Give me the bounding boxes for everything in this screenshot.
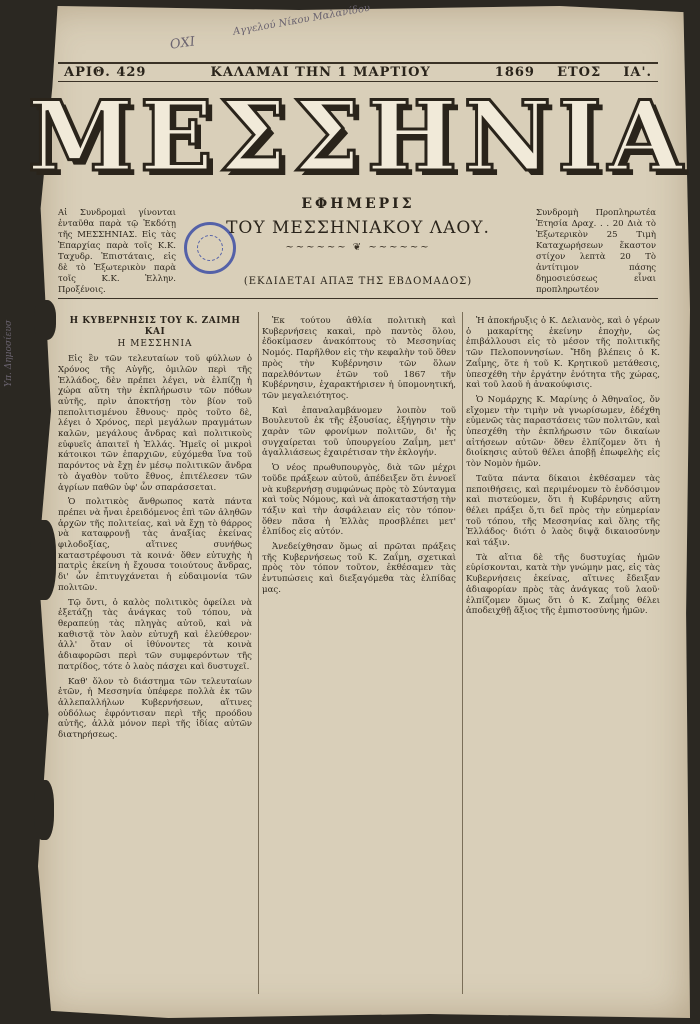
header-rule (58, 298, 658, 299)
article-column-3 (466, 316, 660, 1006)
paragraph: Ἡ ἀποκήρυξις ὁ Κ. Δελιανὸς, καὶ ὁ γέρων ὁ μακαρίτης ἐκείνην ἐποχὴν, ὡς ἐπιβάλλουσι εἰς τὸ μέσον τῆς πολιτικῆς τῶν Πελοποννησίων. Ἤδη βλέπεις ὁ Κ. Ζαΐμης, ὅτε ἡ τοῦ Κ. Κρητικοῦ μετάθεσις, ὑπεσχέθη τὴν ἐργάτην ἐνότητα τῆς χώρας, καὶ τοῦ λαοῦ ἡ ἀνακούφισις. (466, 316, 660, 391)
masthead-title: ΜΕΣΣΗΝΙΑ (27, 79, 689, 193)
paragraph: Ἐκ τούτου ἀθλία πολιτικὴ καὶ Κυβερνήσεις κακαὶ, πρὸ παντὸς ὅλου, ἐδοκίμασεν ἀνακόπτους τὸ Μεσσηνίας Νομός. Παρῆλθον εἰς τὴν κεφαλὴν τοῦ ὅθεν πρὸς τὴν Κυβέρνησιν τῶν ὅλων παρελθόντων ἐτῶν τοῦ 1867 τῆν Κυβέρνησιν, ἐχαρακτήρισεν ἡ ὑπομονητική, τῶν μεγαλειότητος. (262, 316, 456, 401)
paragraph: Ὁ Νομάρχης Κ. Μαρίνης ὁ Ἀθηναῖος, ὅν εἴχομεν τὴν τιμὴν νὰ γνωρίσωμεν, ἐδέχθη εὐμενῶς τὰς παραστάσεις τῶν πολιτῶν, καὶ ὑπεσχέθη τὴν ἐκπλήρωσιν τῶν δικαίων αἰτήσεων αὐτῶν· ὅθεν ἐλπίζομεν ὅτι ἡ διοίκησις αὐτοῦ θέλει ἀποβῇ ἐπωφελὴς εἰς τὸν Νομὸν ἡμῶν. (466, 394, 660, 470)
article-column-2 (262, 316, 456, 1006)
subscription-notice: Αἱ Συνδρομαὶ γίνονται ἐνταῦθα παρὰ τῷ Ἐκδότῃ τῆς ΜΕΣΣΗΝΙΑΣ. Εἰς τὰς Ἐπαρχίας παρὰ τοῖς Κ.Κ. Ταχυδρ. Ἐπιστάταις, εἰς δὲ τὸ Ἐξωτερικὸν παρὰ τοῖς Κ.Κ. Ἑλλην. Προξένοις. (58, 208, 176, 295)
handwritten-note: ΟΧΙ (169, 34, 196, 53)
year-label: ΕΤΟΣ (557, 65, 602, 80)
paragraph: Ἀνεδείχθησαν ὅμως αἱ πρῶται πράξεις τῆς Κυβερνήσεως τοῦ Κ. Ζαΐμη, σχετικαὶ πρὸς τὸν τόπον τοῦτον, ἐκθέσαμεν τὰς ἐντυπώσεις καὶ διεξαγόμεθα τὰς ἐλπίδας μας. (262, 542, 456, 595)
paragraph: Ὁ νέος πρωθυπουργὸς, διὰ τῶν μέχρι τοῦδε πράξεων αὐτοῦ, ἀπέδειξεν ὅτι ἐννοεῖ νὰ κυβερνήσῃ συμφώνως πρὸς τὸ Σύνταγμα καὶ τοὺς Νόμους, καὶ νὰ ἀποκαταστήσῃ τὴν τάξιν καὶ τὴν ἀσφάλειαν εἰς τὸν τόπον· ὅθεν πᾶσα ἡ Ἑλλὰς προσβλέπει μετ' ἐλπίδος εἰς αὐτόν. (262, 463, 456, 538)
article-subtitle: Η ΜΕΣΣΗΝΙΑ (117, 339, 193, 350)
column-divider (462, 312, 463, 994)
people-label: ΤΟΥ ΜΕΣΣΗΝΙΑΚΟΥ ΛΑΟΥ. (226, 218, 490, 238)
issue-number: ΑΡΙΘ. 429 (64, 65, 147, 80)
ornament-divider: ~~~~~~ ❦ ~~~~~~ (285, 242, 431, 253)
paragraph: Εἰς ἓν τῶν τελευταίων τοῦ φύλλων ὁ Χρόνος τῆς Αὐγῆς, ὁμιλῶν περὶ τῆς Ἑλλάδος, δὲν πρέπει λέγει, νὰ ἐλπίζῃ ἡ χώρα αὕτη τὴν ἐκπλήρωσιν τῶν πόθων αὐτῆς, πρὶν ἀποκτήσῃ τὸν βίον τοῦ πεπολιτισμένου ἔθνους· πρὸς τοῦτο δὲ, λέγει ὁ Χρόνος, περὶ μεγάλων πραγμάτων καλῶν, μεγάλους ἄνδρας καὶ πολιτικοὺς εὐφυεῖς ἀπαιτεῖ ἡ Ἑλλάς. Ἡμεῖς οἱ μικροὶ κάτοικοι τῶν ἐπαρχιῶν, εὐχόμεθα ἵνα τοῦ παρόντος νὰ ἔχῃ ἐν μέσῳ πολιτικῶν ἄνδρα τὸ ἀγαθὸν τοῦτο ἔθνος, ἐπιτέλεσεν τῶν ἀγρίων παθῶν ὑφ' ὧν σπαράσσεται. (58, 354, 252, 493)
torn-edge (34, 780, 54, 840)
paragraph: Καθ' ὅλον τὸ διάστημα τῶν τελευταίων ἐτῶν, ἡ Μεσσηνία ὑπέφερε πολλὰ ἐκ τῶν ἀλλεπαλλήλων Κυβερνήσεων, αἵτινες οὐδόλως ἐφρόντισαν περὶ τῆς προόδου αὐτῆς, ἀλλὰ μόνον περὶ τῆς ἰδίας αὐτῶν διατηρήσεως. (58, 676, 252, 741)
torn-edge (34, 300, 56, 340)
price-notice: Συνδρομὴ Προπληρωτέα Ἐτησία Δραχ. . . 20 Διὰ τὸ Ἐξωτερικὸν 25 Τιμὴ Καταχωρήσεων ἕκαστον στίχον λεπτὰ 20 Τὸ ἀντίτιμον πάσης δημοσιεύσεως εἶναι προπληρωτέον (536, 208, 656, 295)
subheader (190, 196, 526, 253)
weekly-note: (ΕΚΔΙΔΕΤΑΙ ΑΠΑΞ ΤΗΣ ΕΒΔΟΜΑΔΟΣ) (243, 276, 473, 287)
handwritten-names: Αγγελού Νίκου Μαλανίδου (232, 2, 371, 38)
volume: ΙΑ'. (623, 65, 652, 80)
year: 1869 (494, 65, 535, 80)
article-title: Η ΚΥΒΕΡΝΗΣΙΣ ΤΟΥ Κ. ΖΑΙΜΗ ΚΑΙ (69, 316, 241, 337)
margin-handwriting: Υπ. Δημοσίευσ (4, 320, 14, 387)
city-date: ΚΑΛΑΜΑΙ ΤΗΝ 1 ΜΑΡΤΙΟΥ (210, 65, 431, 80)
paragraph: Τὰ αἴτια δὲ τῆς δυστυχίας ἡμῶν εὑρίσκονται, κατὰ τὴν γνώμην μας, εἰς τὰς Κυβερνήσεις ἐκείνας, αἵτινες ἔδειξαν ἀδιαφορίαν πρὸς τὰς ἀνάγκας τοῦ λαοῦ· ἐλπίζομεν ὅμως ὅτι ὁ Κ. Ζαΐμης θέλει ἀποδειχθῇ ἄξιος τῆς ἐμπιστοσύνης ἡμῶν. (466, 552, 660, 617)
article-column-1 (58, 316, 252, 1006)
torn-edge (30, 520, 56, 600)
year-block (495, 65, 652, 80)
column-divider (258, 312, 259, 994)
paragraph: Ὁ πολιτικὸς ἄνθρωπος κατὰ πάντα πρέπει νὰ ἦναι ἐρειδόμενος ἐπὶ τῶν ἀληθῶν ἀρχῶν τῆς πολιτείας, καὶ νὰ ἔχῃ τὸ θάρρος νὰ καταφρονῇ τὰς ἀναξίας ἐκείνας φιλοδοξίας, αἵτινες συνήθως καταστρέφουσι τὰ κοινά· ὅθεν εὐτυχὴς ἡ πατρὶς ἐκείνη ἡ ἔχουσα τοιούτους ἄνδρας, δι' ὧν ἐπιτυγχάνεται ἡ εὐδαιμονία τῶν πολιτῶν. (58, 497, 252, 593)
paragraph: Καὶ ἐπαναλαμβάνομεν λοιπὸν τοῦ Βουλευτοῦ ἐκ τῆς ἐξουσίας, ἐξήγησιν τὴν χαρὰν τῶν φρονίμων πολιτῶν, δι' ἧς συγχαίρεται τοῦ ὑπουργείου Ζαΐμη, μετ' ἀγαλλιάσεως ἐχαιρέτισαν τὴν ἐκλογήν. (262, 405, 456, 459)
efimeris-label: ΕΦΗΜΕΡΙΣ (301, 196, 415, 212)
paragraph: Τῷ ὄντι, ὁ καλὸς πολιτικὸς ὀφείλει νὰ ἐξετάζῃ τὰς ἀνάγκας τοῦ τόπου, νὰ θεραπεύῃ τὰς πληγὰς αὐτοῦ, καὶ νὰ καθιστᾷ τὸν λαὸν εὐτυχῆ καὶ ἐλεύθερον· ἀλλ' ὅταν οἱ ἰθύνοντες τὰ κοινὰ ἀδιαφορῶσι περὶ τῶν συμφερόντων τῆς πατρίδος, τότε ὁ λαὸς πάσχει καὶ δυστυχεῖ. (58, 597, 252, 672)
paragraph: Ταῦτα πάντα δίκαιοι ἐκθέσαμεν τὰς πεποιθήσεις, καὶ περιμένομεν τὸ ἐνδόσιμον καὶ πιστεύομεν, ὅτι ἡ Κυβέρνησις αὕτη θέλει πράξει ὅ,τι δεῖ πρὸς τὴν εὐημερίαν τοῦ τόπου, τῆς Μεσσηνίας καὶ ὅλης τῆς Ἑλλάδος· διότι ὁ λαὸς διψᾷ δικαιοσύνην καὶ τάξιν. (466, 473, 660, 549)
